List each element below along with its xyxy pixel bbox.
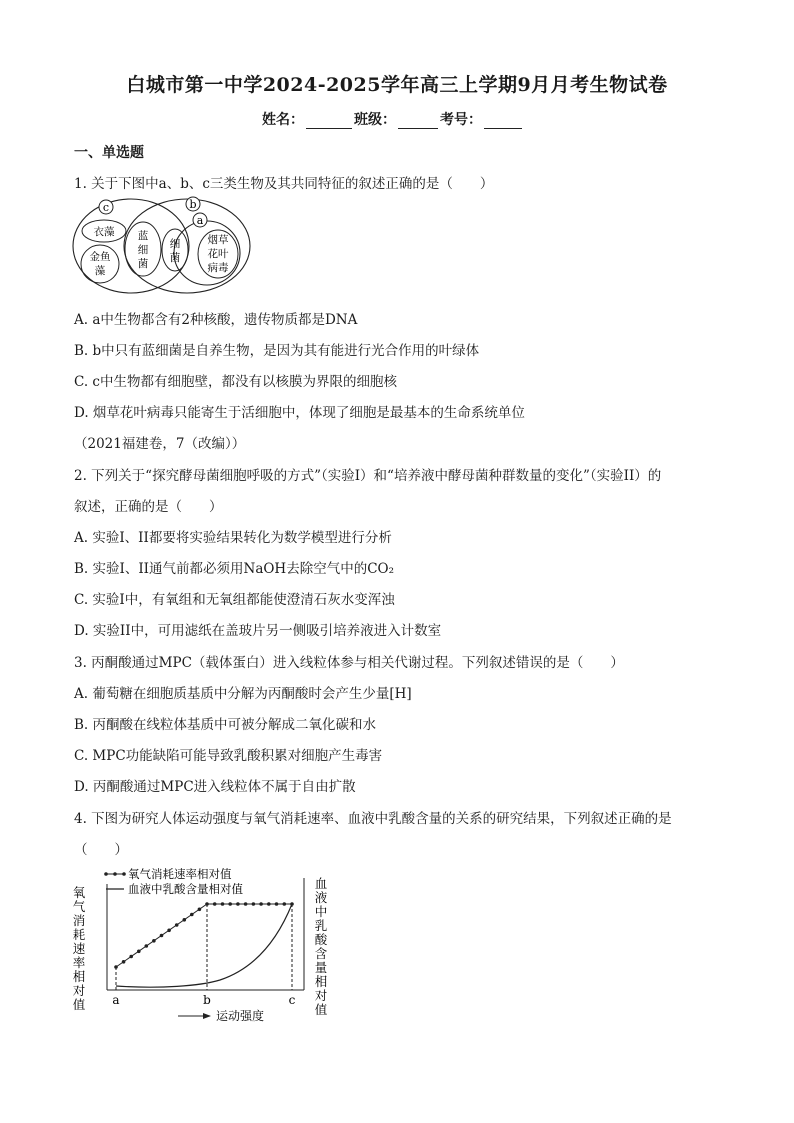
question-1-stem: 1. 关于下图中a、b、c三类生物及其共同特征的叙述正确的是（ ）	[74, 176, 494, 192]
label-a: a	[196, 214, 204, 227]
oxygen-point	[213, 902, 217, 906]
oxygen-data-points	[114, 902, 294, 969]
question-2-stem-line2: 叙述，正确的是（ ）	[74, 499, 223, 515]
class-blank	[398, 114, 438, 129]
page-title: 白城市第一中学2024-2025学年高三上学期9月月考生物试卷	[126, 74, 668, 96]
oxygen-point	[160, 934, 164, 938]
organism-hornwort-line2: 藻	[94, 265, 106, 277]
oxygen-point	[252, 902, 256, 906]
question-2-option-b: B. 实验I、II通气前都必须用NaOH去除空气中的CO₂	[74, 561, 395, 577]
organism-hornwort-line1: 金鱼	[89, 251, 111, 263]
question-2-option-a: A. 实验I、II都要将实验结果转化为数学模型进行分析	[74, 530, 392, 546]
question-4-stem-line1: 4. 下图为研究人体运动强度与氧气消耗速率、血液中乳酸含量的关系的研究结果，下列叙述正确的是	[74, 811, 672, 827]
oxygen-point	[221, 902, 225, 906]
lactate-curve	[116, 904, 292, 987]
organism-bacteria-oval	[162, 229, 188, 271]
oxygen-point	[122, 960, 126, 964]
x-tick-b: b	[203, 993, 211, 1007]
organism-chlamydomonas: 衣藻	[93, 226, 115, 238]
question-1-option-c: C. c中生物都有细胞壁，都没有以核膜为界限的细胞核	[74, 374, 397, 390]
organism-bacteria-line1: 细	[169, 238, 181, 250]
organism-tmv-line3: 病毒	[207, 262, 229, 274]
question-1-option-b: B. b中只有蓝细菌是自养生物，是因为其有能进行光合作用的叶绿体	[74, 343, 480, 359]
organism-bacteria-line2: 菌	[169, 252, 181, 264]
oxygen-point	[152, 939, 156, 943]
legend-oxygen-dot	[104, 872, 108, 876]
oxygen-point	[275, 902, 279, 906]
exam-no-blank	[484, 114, 522, 129]
oxygen-point	[137, 950, 141, 954]
oxygen-point	[190, 913, 194, 917]
class-label: 班级：	[354, 112, 396, 128]
oxygen-point	[259, 902, 263, 906]
question-1-option-d: D. 烟草花叶病毒只能寄生于活细胞中，体现了细胞是最基本的生命系统单位	[74, 405, 525, 421]
left-axis-label: 氧气消耗速率相对值	[72, 885, 86, 1012]
name-blank	[306, 114, 352, 129]
organism-tmv-line1: 烟草	[207, 234, 229, 246]
oxygen-line	[116, 904, 292, 967]
oxygen-point	[244, 902, 248, 906]
q4-exercise-chart	[70, 864, 332, 1028]
question-4-stem-line2: （ ）	[74, 842, 128, 858]
oxygen-point	[183, 918, 187, 922]
oxygen-point	[145, 944, 149, 948]
question-3-option-d: D. 丙酮酸通过MPC进入线粒体不属于自由扩散	[74, 779, 356, 795]
oxygen-point	[175, 923, 179, 927]
question-3-option-c: C. MPC功能缺陷可能导致乳酸积累对细胞产生毒害	[74, 748, 383, 764]
x-tick-c: c	[288, 993, 296, 1007]
oxygen-point	[290, 902, 294, 906]
oxygen-point	[114, 965, 118, 969]
legend-lactate-label: 血液中乳酸含量相对值	[128, 882, 243, 896]
legend-oxygen-label: 氧气消耗速率相对值	[128, 867, 232, 881]
question-3-option-a: A. 葡萄糖在细胞质基质中分解为丙酮酸时会产生少量[H]	[74, 686, 412, 702]
oxygen-point	[267, 902, 271, 906]
question-2-option-c: C. 实验I中，有氧组和无氧组都能使澄清石灰水变浑浊	[74, 592, 395, 608]
question-3-stem: 3. 丙酮酸通过MPC（载体蛋白）进入线粒体参与相关代谢过程。下列叙述错误的是（ ）	[74, 655, 624, 671]
question-1-option-a: A. a中生物都含有2种核酸，遗传物质都是DNA	[74, 312, 358, 328]
oxygen-point	[236, 902, 240, 906]
oxygen-point	[129, 955, 133, 959]
organism-tmv-line2: 花叶	[207, 248, 229, 260]
question-2-stem-line1: 2. 下列关于“探究酵母菌细胞呼吸的方式”（实验I）和“培养液中酵母菌种群数量的变化”（实验II）的	[74, 468, 662, 484]
oxygen-point	[167, 929, 171, 933]
legend-oxygen-dot	[122, 872, 126, 876]
x-axis-label: 运动强度	[216, 1009, 265, 1023]
oxygen-point	[283, 902, 287, 906]
organism-cyanobacteria-line3: 菌	[137, 258, 149, 270]
exam-no-label: 考号：	[440, 112, 482, 128]
oxygen-point	[228, 902, 232, 906]
label-c: c	[102, 201, 110, 214]
question-2-option-d: D. 实验II中，可用滤纸在盖玻片另一侧吸引培养液进入计数室	[74, 623, 442, 639]
section-title: 一、单选题	[74, 145, 144, 161]
oxygen-point	[205, 902, 209, 906]
question-1-source: （2021福建卷，7（改编））	[74, 436, 246, 452]
question-3-option-b: B. 丙酮酸在线粒体基质中可被分解成二氧化碳和水	[74, 717, 377, 733]
organism-cyanobacteria-line1: 蓝	[137, 230, 149, 242]
right-axis-label: 血液中乳酸含量相对值	[314, 876, 328, 1017]
q1-venn-diagram	[70, 195, 252, 299]
x-tick-a: a	[112, 993, 120, 1007]
name-label: 姓名：	[262, 112, 304, 128]
label-b: b	[189, 198, 197, 211]
organism-cyanobacteria-line2: 细	[137, 244, 149, 256]
legend-oxygen-dot	[113, 872, 117, 876]
student-info-line	[262, 109, 524, 129]
oxygen-point	[198, 908, 202, 912]
